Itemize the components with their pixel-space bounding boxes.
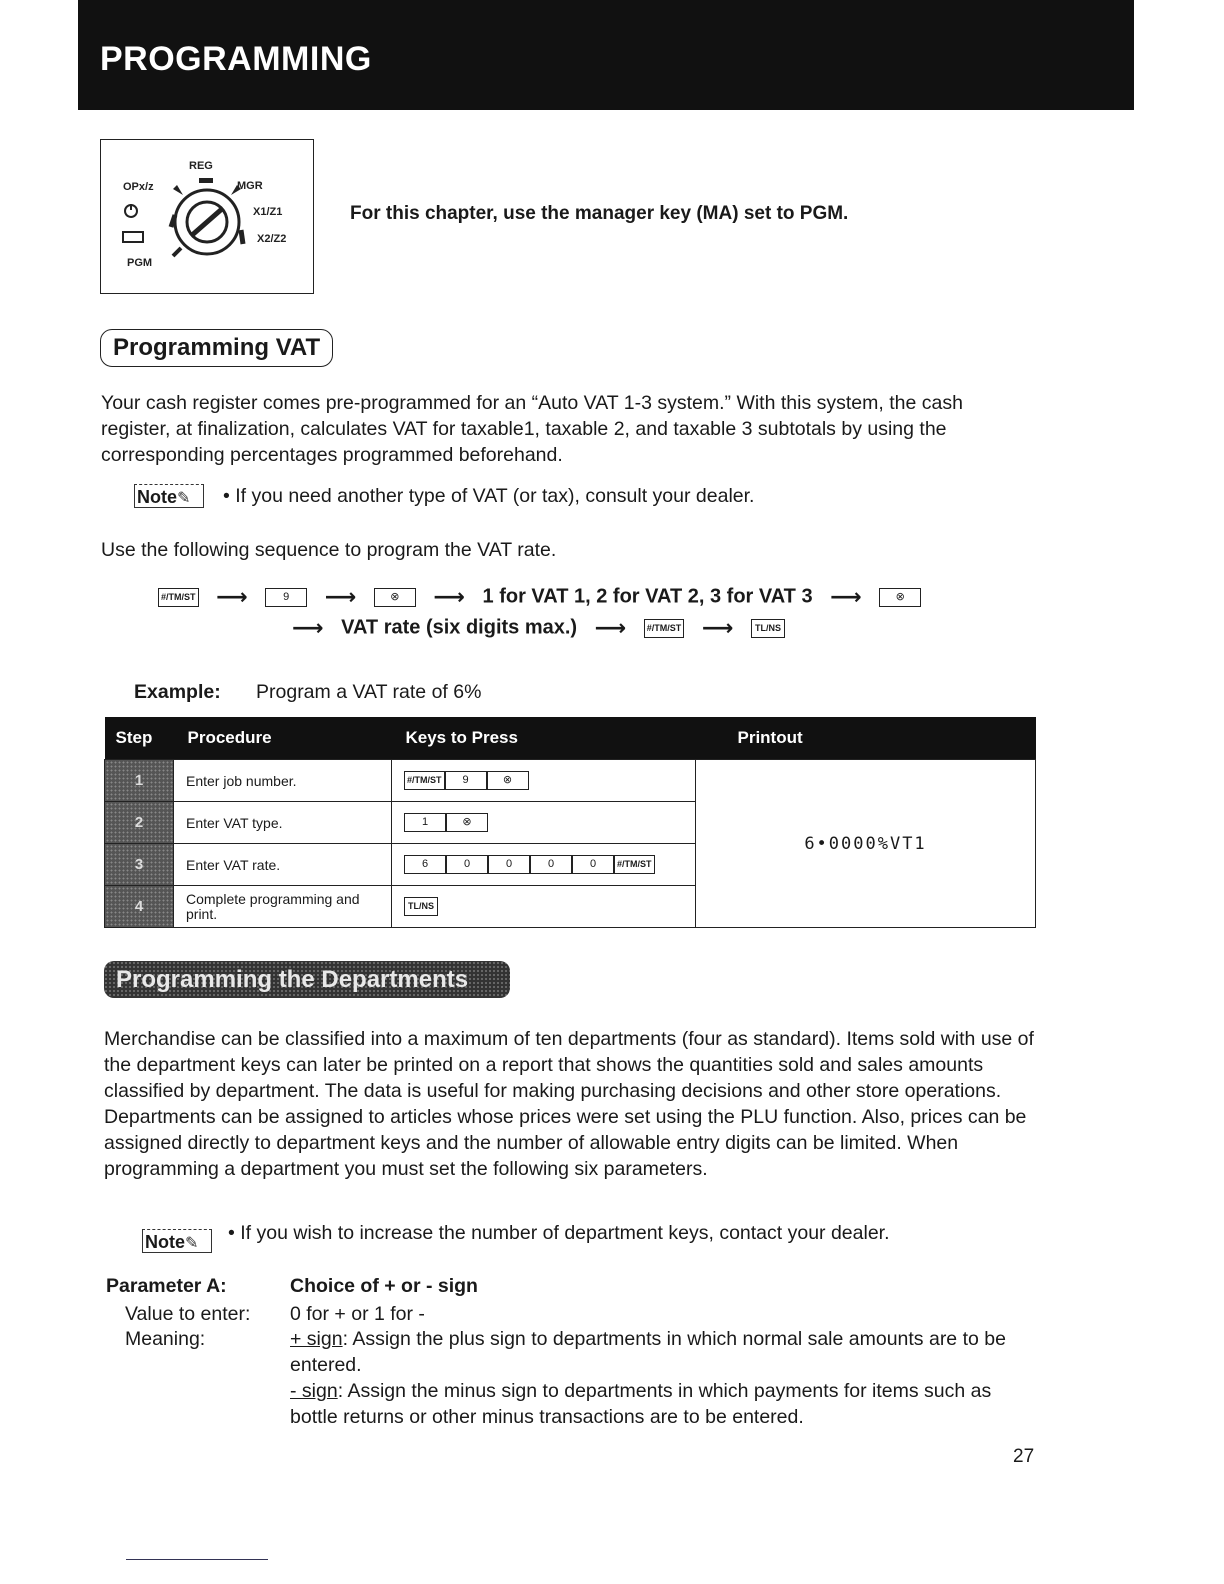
mode-label-x2z2: X2/Z2 (257, 233, 287, 245)
departments-body: Merchandise can be classified into a maximum of ten departments (four as standard). Items sold with use of the department keys can later be printed on a report that shows the quantities sold and sales amounts classified by department. The data is useful for making purchasing decisions and other store operations. Departments can be assigned to articles whose prices were set using the PLU function. Also, prices can be assigned directly to department keys and the number of allowable entry digits can be limited. When programming a department you must set the following six parameters. (104, 1028, 1034, 1180)
step-number: 4 (105, 886, 174, 928)
arrow-icon: ⟶ (701, 615, 734, 640)
pencil-icon: ✎ (177, 490, 191, 507)
meaning-plus (290, 1326, 1040, 1378)
arrow-icon: ⟶ (830, 584, 862, 609)
table-row (105, 760, 1036, 802)
keys-cell (392, 844, 696, 886)
vat-intro: Your cash register comes pre-programmed for an “Auto VAT 1-3 system.” With this system, the cash register, at finalization, calculates VAT for taxable1, taxable 2, and taxable 3 subtotals by using the corresponding percentages programmed beforehand. (101, 392, 963, 466)
footer-rule (126, 1559, 268, 1560)
sequence-intro: Use the following sequence to program the VAT rate. (101, 539, 557, 561)
arrow-icon: ⟶ (433, 584, 465, 609)
key-0: 0 (446, 855, 488, 874)
key-tm-st: #/TM/ST (404, 771, 445, 790)
key-tm-st: #/TM/ST (644, 619, 685, 638)
section-heading-departments: Programming the Departments (104, 961, 510, 998)
vat-choice-text: 1 for VAT 1, 2 for VAT 2, 3 for VAT 3 (482, 585, 813, 608)
key-tm-st: #/TM/ST (614, 855, 655, 874)
procedure-cell: Enter VAT rate. (174, 844, 392, 886)
note-label (134, 484, 204, 508)
vat-procedure-table (104, 717, 1036, 928)
key-0: 0 (488, 855, 530, 874)
key-1: 1 (404, 813, 446, 832)
mode-label-op: OPx/z (123, 181, 154, 193)
arrow-icon: ⟶ (292, 615, 324, 640)
procedure-cell: Enter VAT type. (174, 802, 392, 844)
key-multiply: ⊗ (879, 588, 921, 607)
step-number: 2 (105, 802, 174, 844)
vat-key-sequence-line1 (158, 584, 921, 610)
column-header-keys: Keys to Press (392, 717, 696, 760)
mode-label-pgm: PGM (127, 257, 153, 269)
meaning-minus (290, 1378, 1040, 1430)
value-to-enter-label: Value to enter: (125, 1303, 251, 1325)
vat-note: • If you need another type of VAT (or tax), consult your dealer. (223, 485, 755, 507)
mode-label-x1z1: X1/Z1 (253, 206, 283, 218)
column-header-printout: Printout (696, 717, 1036, 760)
mode-key-illustration (100, 139, 314, 294)
example-text: Program a VAT rate of 6% (256, 681, 482, 703)
key-tm-st: #/TM/ST (158, 588, 199, 607)
procedure-cell: Enter job number. (174, 760, 392, 802)
plus-sign-description: : Assign the plus sign to departments in which normal sale amounts are to be entered. (290, 1328, 1006, 1376)
header-banner (78, 0, 1134, 110)
printout-cell: 6•0000%VT1 (696, 760, 1036, 928)
key-9: 9 (445, 771, 487, 790)
column-header-procedure: Procedure (174, 717, 392, 760)
key-multiply: ⊗ (374, 588, 416, 607)
keys-cell (392, 886, 696, 928)
key-multiply: ⊗ (487, 771, 529, 790)
step-number: 1 (105, 760, 174, 802)
note-label (142, 1229, 212, 1253)
table-header-row (105, 717, 1036, 760)
arrow-icon: ⟶ (594, 615, 627, 640)
key-0: 0 (530, 855, 572, 874)
key-tl-ns: TL/NS (404, 897, 438, 916)
key-0: 0 (572, 855, 614, 874)
arrow-icon: ⟶ (216, 584, 248, 609)
page-title: PROGRAMMING (100, 40, 372, 78)
plus-sign-term: + sign (290, 1328, 343, 1350)
mode-label-mgr: MGR (237, 180, 263, 192)
parameter-a-label: Parameter A: (106, 1275, 227, 1297)
note-label-text: Note (145, 1232, 185, 1252)
meaning-label: Meaning: (125, 1328, 206, 1350)
keys-cell (392, 760, 696, 802)
value-to-enter: 0 for + or 1 for - (290, 1303, 425, 1325)
example-label: Example: (134, 681, 221, 703)
page-number: 27 (1013, 1446, 1035, 1467)
departments-note: • If you wish to increase the number of department keys, contact your dealer. (228, 1222, 890, 1244)
chapter-instruction: For this chapter, use the manager key (MA) set to PGM. (350, 203, 849, 224)
vat-rate-text: VAT rate (six digits max.) (341, 616, 578, 639)
key-9: 9 (265, 588, 307, 607)
minus-sign-description: : Assign the minus sign to departments in which payments for items such as bottle returns or other minus transactions are to be entered. (290, 1380, 992, 1428)
key-6: 6 (404, 855, 446, 874)
pencil-icon: ✎ (185, 1235, 199, 1252)
arrow-icon: ⟶ (324, 584, 357, 609)
note-label-text: Note (137, 487, 177, 507)
procedure-cell: Complete programming and print. (174, 886, 392, 928)
section-heading-vat: Programming VAT (100, 329, 333, 367)
key-tl-ns: TL/NS (751, 619, 785, 638)
column-header-step: Step (105, 717, 174, 760)
mode-label-reg: REG (189, 160, 213, 172)
minus-sign-term: - sign (290, 1380, 338, 1402)
parameter-a-title: Choice of + or - sign (290, 1275, 478, 1297)
vat-key-sequence-line2 (292, 615, 785, 641)
step-number: 3 (105, 844, 174, 886)
key-multiply: ⊗ (446, 813, 488, 832)
keys-cell (392, 802, 696, 844)
